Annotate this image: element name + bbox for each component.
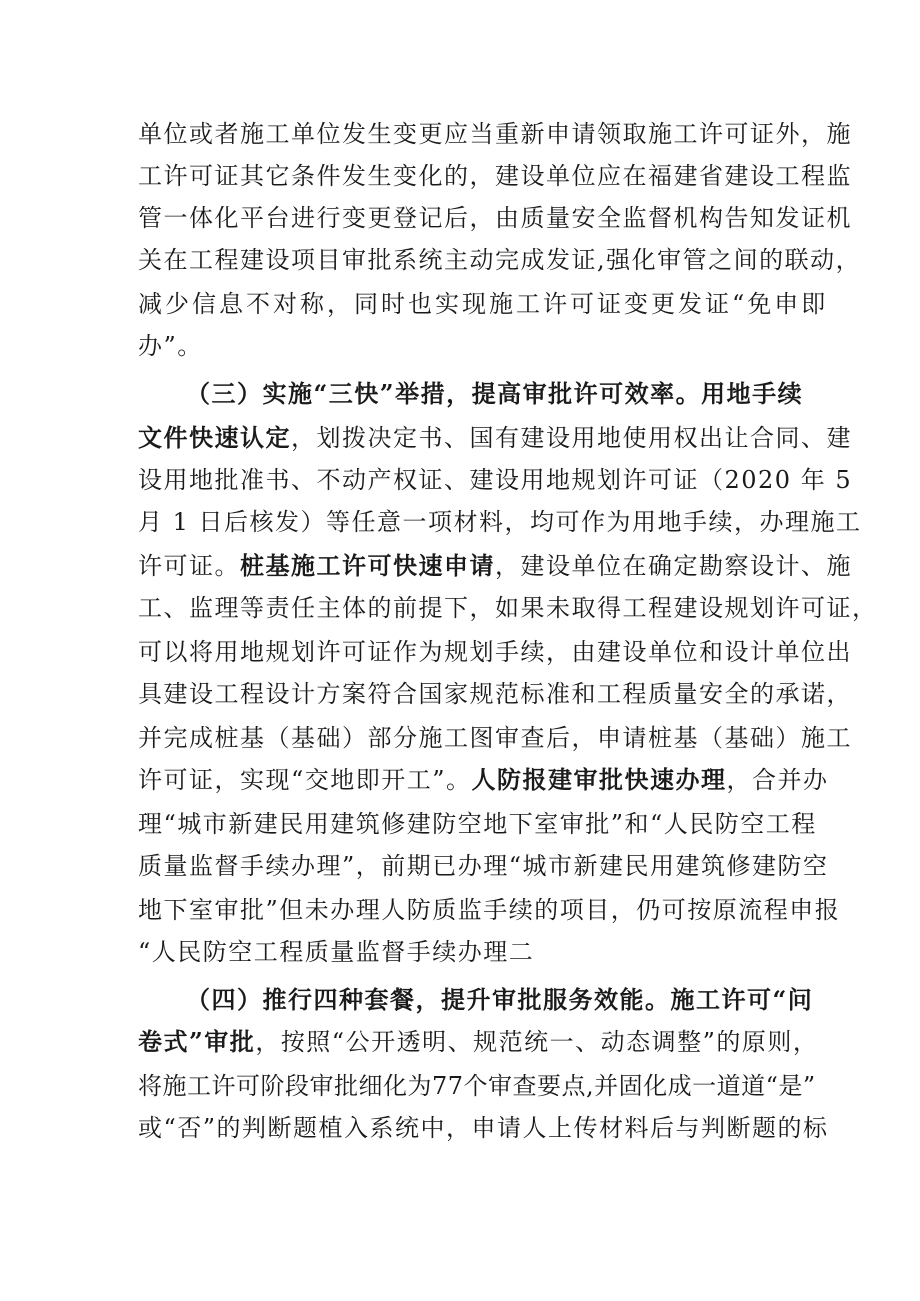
- bold-term: 文件快速认定: [138, 423, 291, 452]
- text-line: [0, 762, 920, 798]
- text-run: 单位或者施工单位发生变更应当重新申请领取施工许可证外，施: [138, 120, 852, 148]
- text-line: [0, 328, 920, 364]
- text-run: 设用地批准书、不动产权证、建设用地规划许可证（2020 年 5: [138, 466, 853, 494]
- text-line: [0, 892, 920, 928]
- text-run: 关在工程建设项目审批系统主动完成发证,强化审管之间的联动，: [138, 246, 862, 274]
- text-line: [0, 504, 920, 540]
- text-run: 工、监理等责任主体的前提下，如果未取得工程建设规划许可证，: [138, 594, 878, 622]
- text-line: [0, 982, 920, 1018]
- text-line: [0, 1068, 920, 1104]
- text-line: [0, 286, 920, 322]
- text-run: 将施工许可阶段审批细化为77个审查要点,并固化成一道道“是”: [138, 1072, 816, 1100]
- text-run: 质量监督手续办理”，前期已办理“城市新建民用建筑修建防空: [138, 852, 829, 880]
- text-run: 管一体化平台进行变更登记后，由质量安全监督机构告知发证机: [138, 204, 852, 232]
- text-run: 许可证。: [138, 552, 240, 580]
- text-run: ，合并办: [726, 766, 829, 794]
- text-run: 工许可证其它条件发生变化的，建设单位应在福建省建设工程监: [138, 162, 852, 190]
- bold-term: 用地手续: [701, 379, 804, 408]
- section-heading-four: （四）推行四种套餐，提升审批服务效能。: [186, 985, 671, 1014]
- text-run: ，按照“公开透明、规范统一、动态调整”的原则，: [255, 1028, 819, 1056]
- text-line: [0, 806, 920, 842]
- text-run: ，划拨决定书、国有建设用地使用权出让合同、建: [291, 424, 852, 452]
- text-run: ，建设单位在确定勘察设计、施: [495, 552, 852, 580]
- text-line: [0, 548, 920, 584]
- text-line: [0, 720, 920, 756]
- text-run: 或“否”的判断题植入系统中，申请人上传材料后与判断题的标: [138, 1114, 829, 1142]
- text-run: 具建设工程设计方案符合国家规范标准和工程质量安全的承诺，: [138, 680, 852, 708]
- text-run: 地下室审批”但未办理人防质监手续的项目，仍可按原流程申报: [138, 896, 841, 924]
- bold-term: 人防报建审批快速办理: [471, 765, 727, 794]
- text-line: [0, 376, 920, 412]
- text-line: [0, 676, 920, 712]
- text-line: [0, 1110, 920, 1146]
- bold-term: 卷式”审批: [138, 1027, 256, 1056]
- text-line: [0, 1024, 920, 1060]
- bold-term: 桩基施工许可快速申请: [240, 551, 495, 580]
- text-line: [0, 462, 920, 498]
- bold-term: 施工许可“问: [670, 985, 814, 1014]
- text-line: [0, 116, 920, 152]
- text-line: [0, 200, 920, 236]
- text-run: 可以将用地规划许可证作为规划手续，由建设单位和设计单位出: [138, 638, 852, 666]
- text-line: [0, 590, 920, 626]
- text-line: [0, 158, 920, 194]
- text-line: [0, 934, 920, 970]
- text-line: [0, 848, 920, 884]
- text-run: “人民防空工程质量监督手续办理二: [138, 938, 535, 966]
- text-run: 并完成桩基（基础）部分施工图审查后，申请桩基（基础）施工: [138, 724, 852, 752]
- text-run: 办”。: [138, 332, 203, 360]
- text-line: [0, 242, 920, 278]
- text-run: 许可证，实现“交地即开工”。: [138, 766, 472, 794]
- text-run: 减少信息不对称，同时也实现施工许可证变更发证“免申即: [138, 290, 829, 318]
- text-line: [0, 634, 920, 670]
- text-run: 月 1 日后核发）等任意一项材料，均可作为用地手续，办理施工: [138, 508, 862, 536]
- section-heading-three: （三）实施“三快”举措，提高审批许可效率。: [186, 379, 702, 408]
- text-run: 理“城市新建民用建筑修建防空地下室审批”和“人民防空工程: [138, 810, 817, 838]
- text-line: [0, 420, 920, 456]
